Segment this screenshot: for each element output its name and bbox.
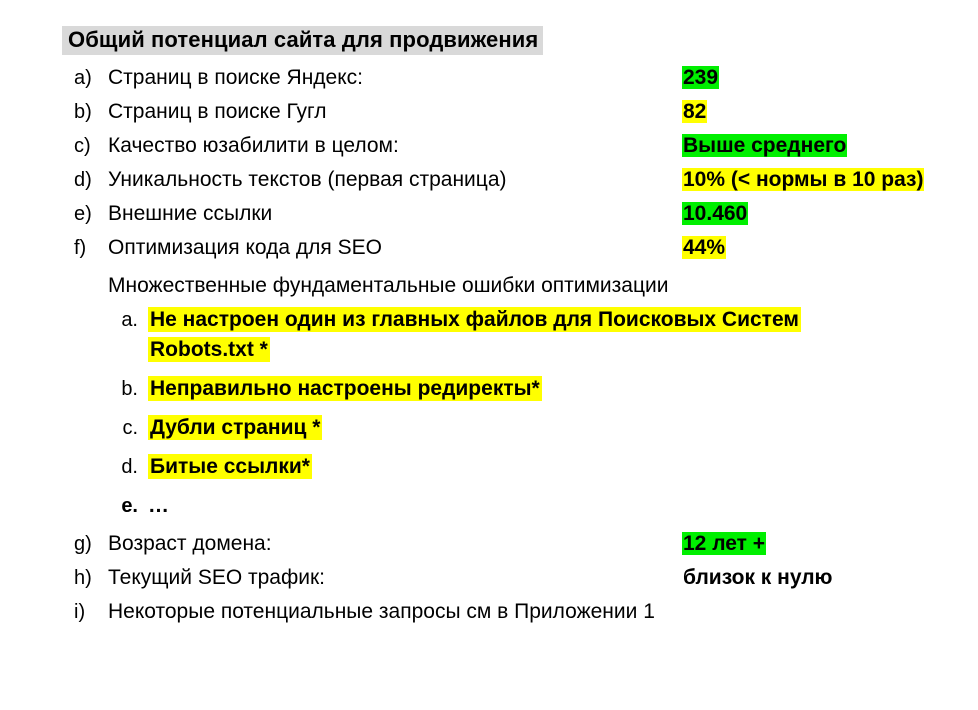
- list-item-label: Страниц в поиске Яндекс:: [108, 66, 363, 89]
- list-item: [62, 599, 960, 625]
- list-item-label: Качество юзабилити в целом:: [108, 134, 399, 157]
- list-item-value: 82: [683, 100, 707, 123]
- error-item: [108, 305, 960, 365]
- error-marker: b.: [121, 378, 138, 400]
- list-marker: h): [74, 567, 92, 589]
- list-item-value: 10.460: [683, 202, 748, 225]
- list-marker: b): [74, 101, 92, 123]
- list-item: [62, 65, 960, 91]
- error-text: Неправильно настроены редиректы*: [150, 377, 540, 400]
- errors-note: Множественные фундаментальные ошибки оптимизации: [108, 274, 669, 297]
- error-text: …: [148, 494, 170, 517]
- errors-list: [62, 305, 960, 521]
- list-item-value-wrap: [682, 133, 847, 159]
- error-text: Битые ссылки*: [150, 455, 310, 478]
- error-marker: a.: [121, 309, 138, 331]
- list-marker: c): [74, 135, 91, 157]
- error-marker: e.: [121, 495, 138, 517]
- list-marker: a): [74, 67, 92, 89]
- error-item: [108, 452, 960, 482]
- page-title: Общий потенциал сайта для продвижения: [62, 26, 543, 55]
- list-item-label: Внешние ссылки: [108, 202, 273, 225]
- list-item-value: близок к нулю: [683, 566, 833, 589]
- list-item-value-wrap: [682, 531, 766, 557]
- error-marker: c.: [122, 417, 138, 439]
- list-item-label: Возраст домена:: [108, 532, 272, 555]
- list-item: [62, 201, 960, 227]
- list-marker: d): [74, 169, 92, 191]
- list-item-value: 12 лет +: [683, 532, 766, 555]
- list-item-value-wrap: [682, 565, 834, 591]
- list-item: [62, 133, 960, 159]
- list-item-label: Уникальность текстов (первая страница): [108, 168, 507, 191]
- error-text: Не настроен один из главных файлов для Поисковых Систем: [150, 308, 799, 331]
- list-item: [62, 531, 960, 557]
- list-item: [62, 99, 960, 125]
- list-marker: i): [74, 601, 86, 623]
- list-item-value: Выше среднего: [683, 134, 847, 157]
- list-item: [62, 167, 960, 193]
- error-item: [108, 374, 960, 404]
- potential-list: [62, 65, 960, 261]
- list-item: [62, 565, 960, 591]
- list-marker: g): [74, 533, 92, 555]
- error-text-continued: Robots.txt *: [150, 338, 268, 361]
- list-item-value-wrap: [682, 235, 726, 261]
- list-marker: f): [74, 237, 87, 259]
- list-item-value: 10% (< нормы в 10 раз): [683, 168, 924, 191]
- list-marker: e): [74, 203, 92, 225]
- list-item: [62, 235, 960, 261]
- list-item-value-wrap: [682, 167, 924, 193]
- list-item-label: Страниц в поиске Гугл: [108, 100, 327, 123]
- list-item-value-wrap: [682, 65, 719, 91]
- list-item-label: Оптимизация кода для SEO: [108, 236, 382, 259]
- potential-list-tail: [62, 531, 960, 625]
- list-item-value: 239: [683, 66, 719, 89]
- error-marker: d.: [121, 456, 138, 478]
- list-item-label: Текущий SEO трафик:: [108, 566, 326, 589]
- list-item-value-wrap: [682, 201, 748, 227]
- error-text: Дубли страниц *: [150, 416, 321, 439]
- list-item-value: 44%: [683, 236, 726, 259]
- error-item: [108, 491, 960, 521]
- error-item: [108, 413, 960, 443]
- list-item-label: Некоторые потенциальные запросы см в Приложении 1: [108, 600, 655, 623]
- list-item-value-wrap: [682, 99, 707, 125]
